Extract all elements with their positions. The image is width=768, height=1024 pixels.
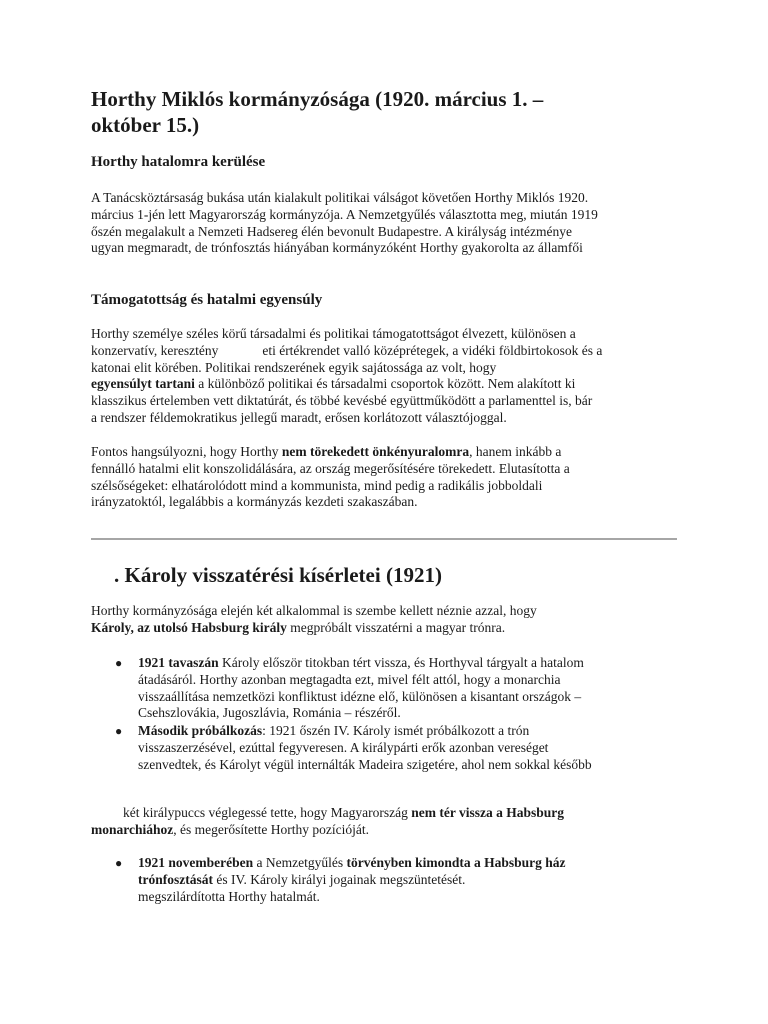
paragraph-support — [91, 326, 676, 427]
text-fragment: Fontos hangsúlyozni, hogy Horthy — [91, 444, 282, 459]
bold-phrase: 1921 tavaszán — [138, 655, 219, 670]
text-line: szélsőségeket: elhatárolódott mind a kommunista, mind pedig a radikális jobboldali — [91, 477, 543, 493]
text-fragment: eti értékrendet valló középrétegek, a vidéki földbirtokosok és a — [262, 342, 603, 358]
text-fragment: megpróbált visszatérni a magyar trónra. — [286, 619, 506, 635]
bullet-icon: ● — [115, 656, 123, 670]
text-line — [91, 620, 676, 637]
text-fragment: , és megerősítette Horthy pozícióját. — [173, 822, 369, 837]
list-item — [115, 655, 675, 722]
bullet-icon: ● — [115, 724, 123, 739]
text-line: Csehszlovákia, Jugoszlávia, Románia – részéről. — [138, 705, 401, 721]
bold-phrase: monarchiához — [91, 822, 174, 837]
text-fragment: : 1921 őszén IV. Károly ismét próbálkozott a trón — [262, 723, 530, 739]
title-line-1: Horthy Miklós kormányzósága (1920. március 1. – — [91, 87, 544, 111]
text-line: ugyan megmaradt, de trónfosztás hiányában kormányzóként Horthy gyakorolta az államfői — [91, 240, 583, 256]
text-line: március 1-jén lett Magyarország kormányzója. A Nemzetgyűlés választotta meg, miután 1919 — [91, 206, 598, 222]
page-title — [91, 86, 676, 138]
text-fragment: és IV. Károly királyi jogainak megszüntetését. — [212, 871, 466, 887]
paragraph-karoly-intro — [91, 603, 676, 637]
paragraph-karoly-conclusion-cont — [91, 822, 676, 839]
bold-phrase: trónfosztását — [138, 871, 213, 887]
bold-phrase: egyensúlyt tartani — [91, 376, 195, 392]
paragraph-rise — [91, 190, 676, 257]
text-line: A Tanácsköztársaság bukása után kialakult politikai válságot követően Horthy Miklós 1920. — [91, 190, 589, 205]
bullet-icon: ● — [115, 856, 123, 870]
text-fragment: Károly először titokban tért vissza, és Horthyval tárgyalt a hatalom — [218, 655, 584, 670]
text-fragment: a Nemzetgyűlés — [253, 855, 347, 870]
text-fragment: konzervatív, keresztény — [91, 342, 219, 358]
text-fragment: két királypuccs véglegessé tette, hogy Magyarország — [123, 805, 412, 820]
section-heading-support: Támogatottság és hatalmi egyensúly — [91, 292, 323, 308]
text-line — [138, 655, 675, 672]
text-line — [138, 723, 675, 740]
list-item — [115, 855, 675, 905]
section-heading-karoly: . Károly visszatérési kísérletei (1921) — [114, 563, 442, 587]
section-heading-rise: Horthy hatalomra kerülése — [91, 154, 266, 170]
text-line: klasszikus értelemben vett diktatúrát, és többé kevésbé együttműködött a parlamenttel is, bár — [91, 393, 593, 409]
text-line: a rendszer féldemokratikus jellegű maradt, erősen korlátozott választójoggal. — [91, 409, 507, 425]
text-line: őszén megalakult a Nemzeti Hadsereg élén bevonult Budapestre. A királyság intézménye — [91, 223, 572, 239]
text-line — [91, 822, 676, 839]
horizontal-divider — [91, 538, 677, 540]
text-line — [138, 872, 675, 889]
bold-phrase: nem tér vissza a Habsburg — [411, 805, 565, 820]
text-line: megszilárdította Horthy hatalmát. — [138, 888, 320, 904]
text-line: katonai elit körében. Politikai rendszerének egyik sajátossága az volt, hogy — [91, 359, 497, 375]
text-line: visszaállítása nemzetközi konfliktust idézne elő, különösen a kisantant országok – — [138, 688, 582, 704]
text-line — [91, 376, 676, 393]
bold-phrase: törvényben kimondta a Habsburg ház — [346, 855, 566, 870]
bold-phrase: nem törekedett önkényuralomra — [281, 444, 470, 459]
text-line: irányzatoktól, legalábbis a kormányzás kezdeti szakaszában. — [91, 494, 418, 510]
list-item — [115, 723, 675, 773]
text-line: Horthy kormányzósága elején két alkalommal is szembe kellett néznie azzal, hogy — [91, 603, 537, 618]
text-line — [138, 855, 675, 872]
text-line: visszaszerzésével, ezúttal fegyveresen. A királypárti erők azonban vereséget — [138, 739, 549, 755]
text-fragment: , hanem inkább a — [469, 444, 562, 459]
title-line-2: október 15.) — [91, 113, 200, 137]
text-line — [91, 343, 676, 360]
text-line: szenvedtek, és Károlyt végül internálták Madeira szigetére, ahol nem sokkal később — [138, 756, 592, 772]
text-line: fennálló hatalmi elit konszolidálására, az ország megerősítésére törekedett. Elutasította a — [91, 460, 570, 476]
text-line: átadásáról. Horthy azonban megtagadta ezt, mivel félt attól, hogy a monarchia — [138, 671, 561, 687]
text-line — [91, 444, 676, 461]
bullet-list-dethronement — [115, 855, 675, 905]
paragraph-emphasis — [91, 444, 676, 511]
text-fragment: a különböző politikai és társadalmi csoportok között. Nem alakított ki — [194, 376, 576, 392]
bold-phrase: 1921 novemberében — [138, 855, 254, 870]
text-line: Horthy személye széles körű társadalmi és politikai támogatottságot élvezett, különösen a — [91, 326, 576, 341]
bullet-list-attempts — [115, 655, 675, 774]
text-line — [123, 805, 678, 822]
bold-phrase: Második próbálkozás — [138, 723, 263, 739]
bold-phrase: Károly, az utolsó Habsburg király — [91, 619, 287, 635]
paragraph-karoly-conclusion — [123, 805, 678, 822]
